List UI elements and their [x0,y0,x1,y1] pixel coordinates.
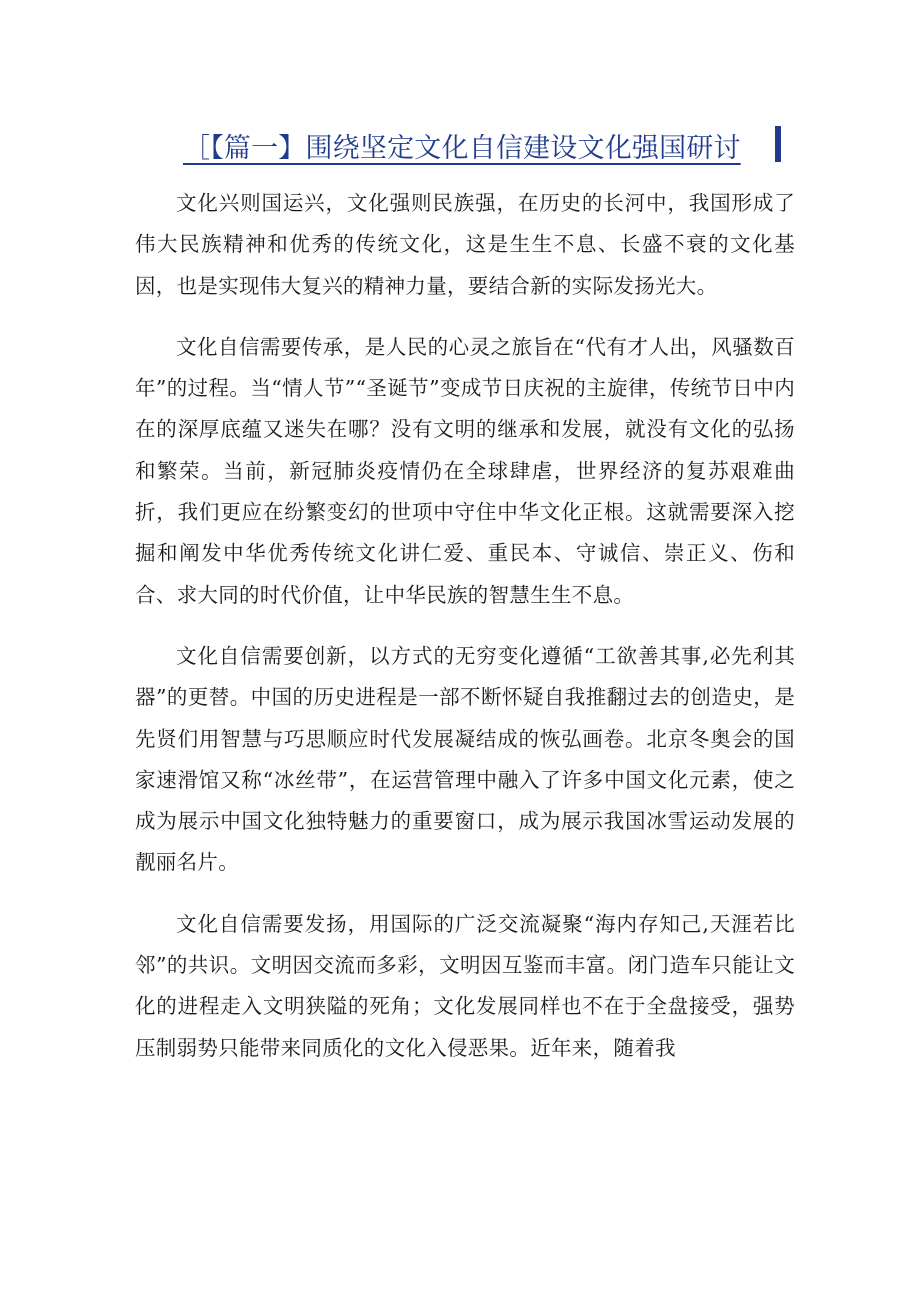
document-body [135,183,795,1089]
paragraph-3: 文化自信需要创新，以方式的无穷变化遵循“工欲善其事,必先利其器”的更替。中国的历史进程是一部不断怀疑自我推翻过去的创造史，是先贤们用智慧与巧思顺应时代发展凝结成的恢弘画卷。北京冬奥会的国家速滑馆又称“冰丝带”，在运营管理中融入了许多中国文化元素，使之成为展示中国文化独特魅力的重要窗口，成为展示我国冰雪运动发展的靓丽名片。 [135,643,795,875]
paragraph-2: 文化自信需要传承，是人民的心灵之旅旨在“代有才人出，风骚数百年”的过程。当“情人节”“圣诞节”变成节日庆祝的主旋律，传统节日中内在的深厚底蕴又迷失在哪？没有文明的继承和发展，就没有文化的弘扬和繁荣。当前，新冠肺炎疫情仍在全球肆虐，世界经济的复苏艰难曲折，我们更应在纷繁变幻的世项中守住中华文化正根。这就需要深入挖掘和阐发中华优秀传统文化讲仁爱、重民本、守诚信、崇正义、伤和合、求大同的时代价值，让中华民族的智慧生生不息。 [135,334,795,607]
document-title[interactable]: ［【篇一】围绕坚定文化自信建设文化强国研讨 [183,133,741,164]
text-cursor-icon [775,126,781,162]
title-block [183,124,793,174]
paragraph-4: 文化自信需要发扬，用国际的广泛交流凝聚“海内存知己,天涯若比邻”的共识。文明因交流而多彩，文明因互鉴而丰富。闭门造车只能让文化的进程走入文明狭隘的死角；文化发展同样也不在于全盘接受，强势压制弱势只能带来同质化的文化入侵恶果。近年来，随着我 [135,911,795,1060]
paragraph-1: 文化兴则国运兴，文化强则民族强，在历史的长河中，我国形成了伟大民族精神和优秀的传统文化，这是生生不息、长盛不衰的文化基因，也是实现伟大复兴的精神力量，要结合新的实际发扬光大。 [135,191,795,298]
